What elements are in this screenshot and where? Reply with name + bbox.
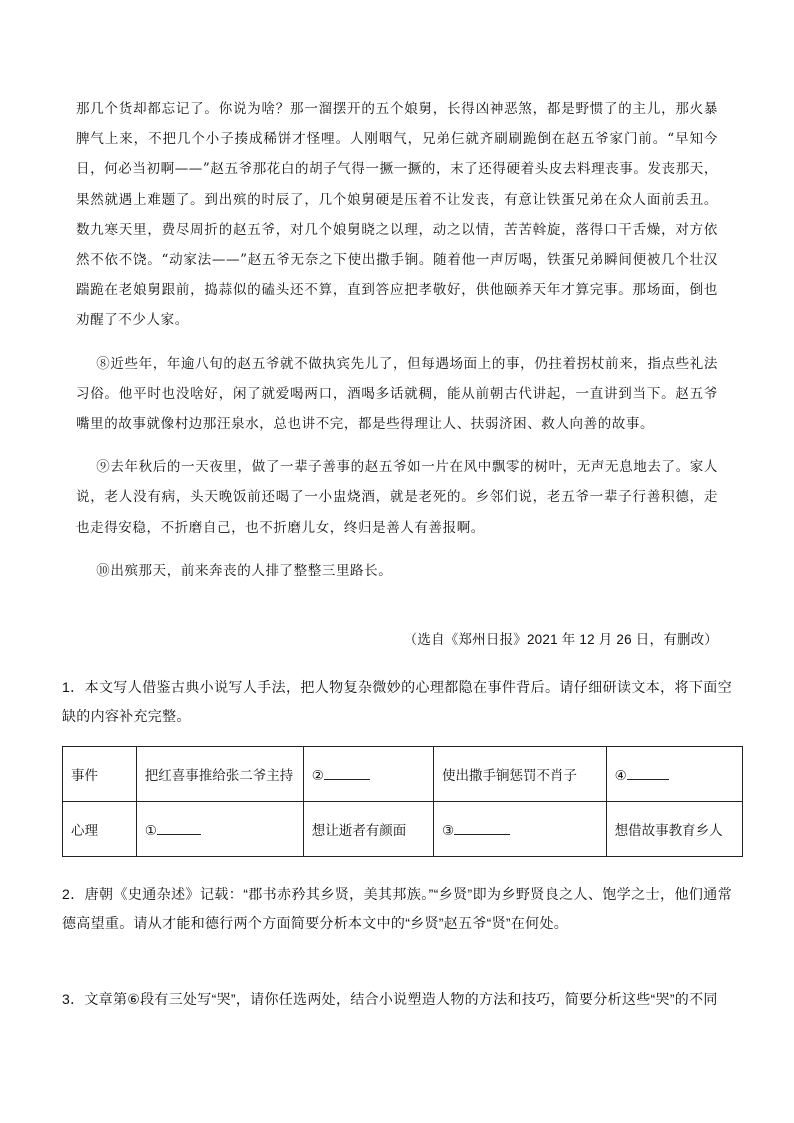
paragraph-8: ⑧近些年，年逾八旬的赵五爷就不做执宾先儿了，但每遇场面上的事，仍拄着拐杖前来，指点些礼法习俗。他平时也没啥好，闲了就爱喝两口，酒喝多话就稠，能从前朝古代讲起，一直讲到当下。赵五爷嘴里的故事就像村边那汪泉水，总也讲不完，都是些得理让人、扶弱济困、救人向善的故事。 bbox=[76, 355, 718, 433]
row-header-psychology: 心理 bbox=[63, 802, 137, 857]
answer-blank-cell[interactable] bbox=[434, 802, 607, 857]
story-passage bbox=[76, 94, 718, 599]
answer-blank-cell[interactable] bbox=[136, 802, 303, 857]
table-row-psychology bbox=[63, 802, 743, 857]
blank-number: ③ bbox=[442, 822, 455, 838]
answer-blank[interactable] bbox=[627, 765, 669, 780]
event-psychology-table bbox=[62, 746, 743, 857]
paragraph-10: ⑩出殡那天，前来奔丧的人排了整整三里路长。 bbox=[96, 562, 393, 579]
question-3: 3．文章第⑥段有三处写“哭”，请你任选两处，结合小说塑造人物的方法和技巧，简要分析这些“哭”的不同 bbox=[62, 991, 718, 1007]
paragraph-9: ⑨去年秋后的一天夜里，做了一辈子善事的赵五爷如一片在风中飘零的树叶，无声无息地去了。家人说，老人没有病，头天晚饭前还喝了一小盅烧酒，就是老死的。乡邻们说，老五爷一辈子行善积德，走也走得安稳，不折磨自己，也不折磨儿女，终归是善人有善报啊。 bbox=[76, 459, 718, 536]
table-cell: 把红喜事推给张二爷主持 bbox=[136, 747, 303, 802]
table-cell: 使出撒手锏惩罚不肖子 bbox=[434, 747, 607, 802]
answer-blank[interactable] bbox=[324, 765, 370, 780]
question-1: 1．本文写人借鉴古典小说写人手法，把人物复杂微妙的心理都隐在事件背后。请仔细研读文本，将下面空缺的内容补充完整。 bbox=[62, 679, 732, 724]
question-2: 2．唐朝《史通杂述》记载：“郡书赤矜其乡贤，美其邦族。”“乡贤”即为乡野贤良之人、饱学之士，他们通常德高望重。请从才能和德行两个方面简要分析本文中的“乡贤”赵五爷“贤”在何处。 bbox=[62, 886, 732, 931]
paragraph-continued: 那几个货却都忘记了。你说为啥？那一溜摆开的五个娘舅，长得凶神恶煞，都是野惯了的主儿，那火暴脾气上来，不把几个小子揍成稀饼才怪哩。人刚咽气，兄弟仨就齐刷刷跪倒在赵五爷家门前。“早知今日，何必当初啊——”赵五爷那花白的胡子气得一撅一撅的，末了还得硬着头皮去料理丧事。发丧那天，果然就遇上难题了。到出殡的时辰了，几个娘舅硬是压着不让发丧，有意让铁蛋兄弟在众人面前丢丑。数九寒天里，费尽周折的赵五爷，对几个娘舅晓之以理，动之以情，苦苦斡旋，落得口干舌燥，对方依然不依不饶。“动家法——”赵五爷无奈之下使出撒手锏。随着他一声厉喝，铁蛋兄弟瞬间便被几个壮汉踹跪在老娘舅跟前，捣蒜似的磕头还不算，直到答应把孝敬好，供他颐养天年才算完事。那场面，倒也劝醒了不少人家。 bbox=[76, 101, 718, 329]
row-header-event: 事件 bbox=[63, 747, 137, 802]
blank-number: ② bbox=[311, 767, 324, 783]
table-row-events bbox=[63, 747, 743, 802]
answer-blank[interactable] bbox=[454, 820, 510, 835]
answer-blank-cell[interactable] bbox=[303, 747, 433, 802]
source-citation: （选自《郑州日报》2021 年 12 月 26 日，有删改） bbox=[403, 632, 718, 647]
table-cell: 想借故事教育乡人 bbox=[606, 802, 742, 857]
blank-number: ④ bbox=[614, 767, 627, 783]
blank-number: ① bbox=[144, 822, 157, 838]
table-cell: 想让逝者有颜面 bbox=[303, 802, 433, 857]
answer-blank[interactable] bbox=[157, 820, 201, 835]
answer-blank-cell[interactable] bbox=[606, 747, 742, 802]
